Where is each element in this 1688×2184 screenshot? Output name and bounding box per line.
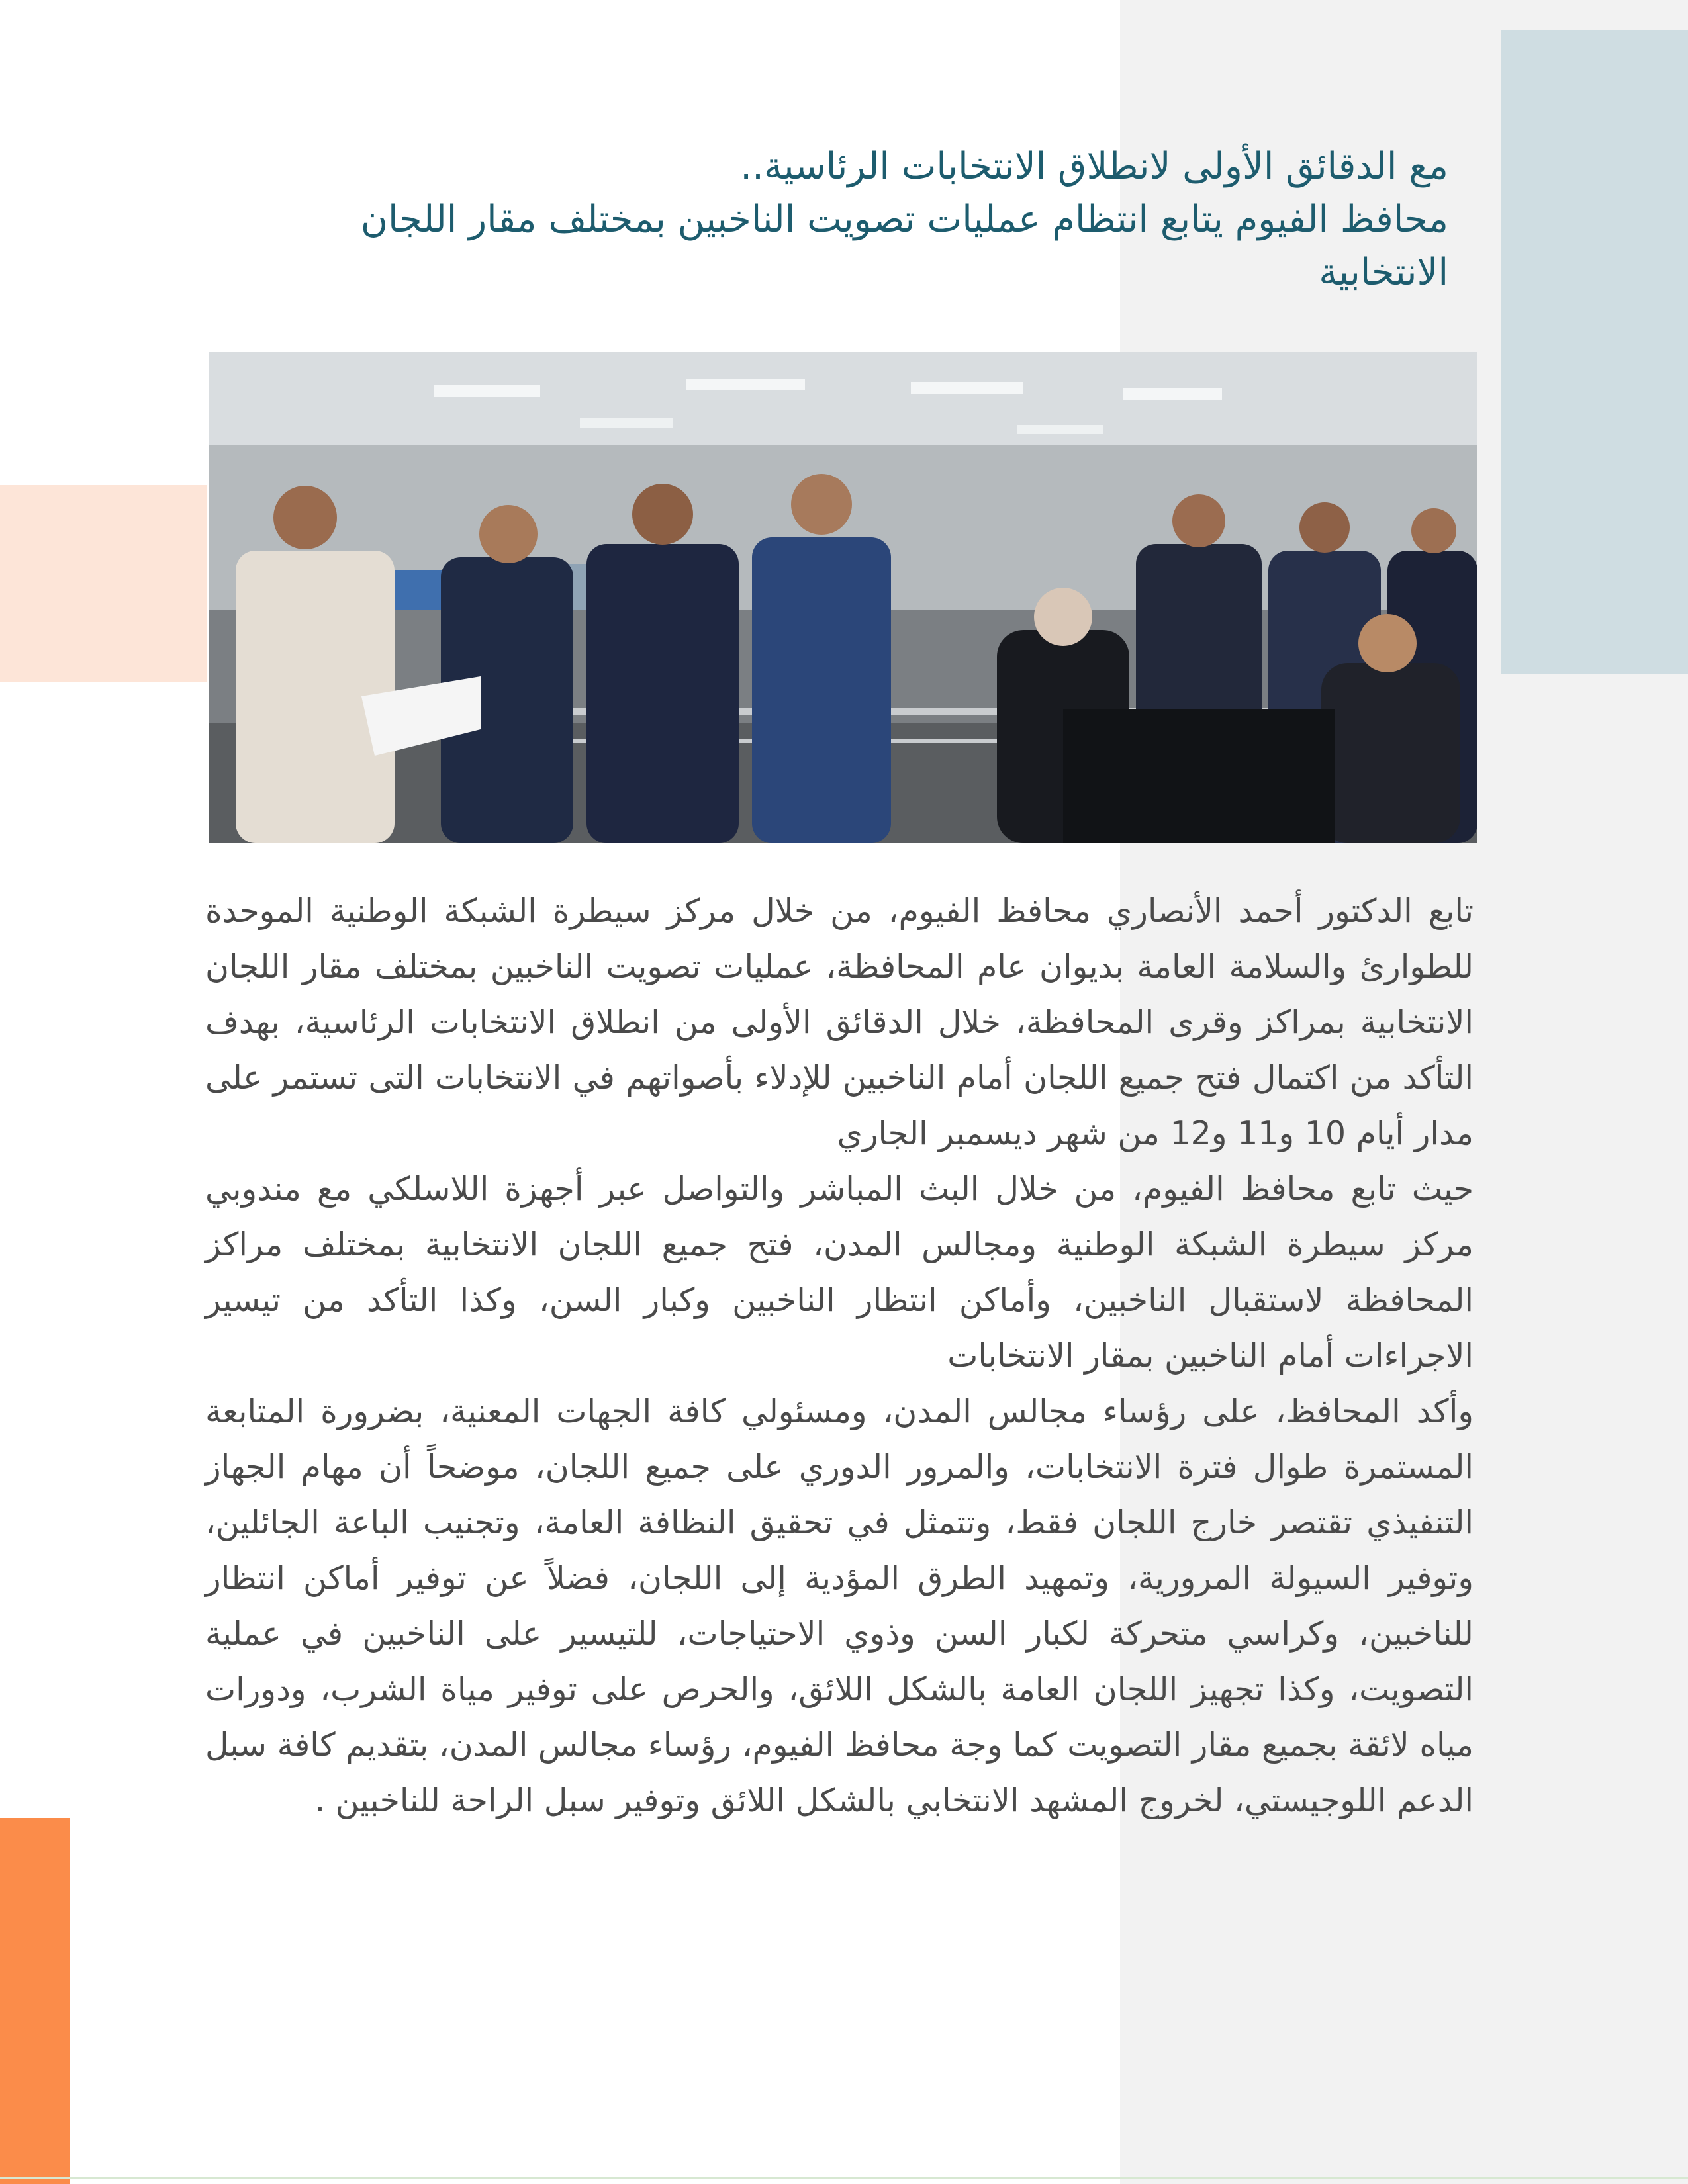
headline-line-1: مع الدقائق الأولى لانطلاق الانتخابات الرئاسية.. bbox=[740, 145, 1448, 188]
news-photo bbox=[209, 352, 1477, 843]
headline-line-2: محافظ الفيوم يتابع انتظام عمليات تصويت الناخبين بمختلف مقار اللجان الانتخابية bbox=[360, 198, 1448, 294]
article-paragraph-1: تابع الدكتور أحمد الأنصاري محافظ الفيوم، من خلال مركز سيطرة الشبكة الوطنية الموحدة للطوارئ والسلامة العامة بديوان عام المحافظة، عمليات تصويت الناخبين بمختلف مقار اللجان الانتخابية بمراكز وقرى المحافظة، خلال الدقائق الأولى من انطلاق الانتخابات الرئاسية، بهدف التأكد من اكتمال فتح جميع اللجان أمام الناخبين للإدلاء بأصواتهم في الانتخابات التى تستمر على مدار أيام 10 و11 و12 من شهر ديسمبر الجاري bbox=[205, 892, 1474, 1152]
bottom-rule bbox=[0, 2177, 1688, 2179]
article-paragraph-2: حيث تابع محافظ الفيوم، من خلال البث المباشر والتواصل عبر أجهزة اللاسلكي مع مندوبي مركز سيطرة الشبكة الوطنية ومجالس المدن، فتح جميع اللجان الانتخابية بمختلف مراكز المحافظة لاستقبال الناخبين، وأماكن انتظار الناخبين وكبار السن، وكذا التأكد من تيسير الاجراءات أمام الناخبين بمقار الانتخابات bbox=[205, 1170, 1474, 1375]
decorative-block-orange bbox=[0, 1818, 70, 2184]
article-body bbox=[205, 884, 1474, 1829]
decorative-block-peach bbox=[0, 485, 207, 682]
headline bbox=[252, 140, 1448, 299]
decorative-block-blue bbox=[1501, 30, 1688, 674]
control-room-photo bbox=[209, 352, 1477, 843]
article-paragraph-3: وأكد المحافظ، على رؤساء مجالس المدن، ومسئولي كافة الجهات المعنية، بضرورة المتابعة المستمرة طوال فترة الانتخابات، والمرور الدوري على جميع اللجان، موضحاً أن مهام الجهاز التنفيذي تقتصر خارج اللجان فقط، وتتمثل في تحقيق النظافة العامة، وتجنيب الباعة الجائلين، وتوفير السيولة المرورية، وتمهيد الطرق المؤدية إلى اللجان، فضلاً عن توفير أماكن انتظار للناخبين، وكراسي متحركة لكبار السن وذوي الاحتياجات، للتيسير على الناخبين في عملية التصويت، وكذا تجهيز اللجان العامة بالشكل اللائق، والحرص على توفير مياة الشرب، ودورات مياه لائقة بجميع مقار التصويت كما وجة محافظ الفيوم، رؤساء مجالس المدن، بتقديم كافة سبل الدعم اللوجيستي، لخروج المشهد الانتخابي بالشكل اللائق وتوفير سبل الراحة للناخبين . bbox=[205, 1392, 1474, 1819]
